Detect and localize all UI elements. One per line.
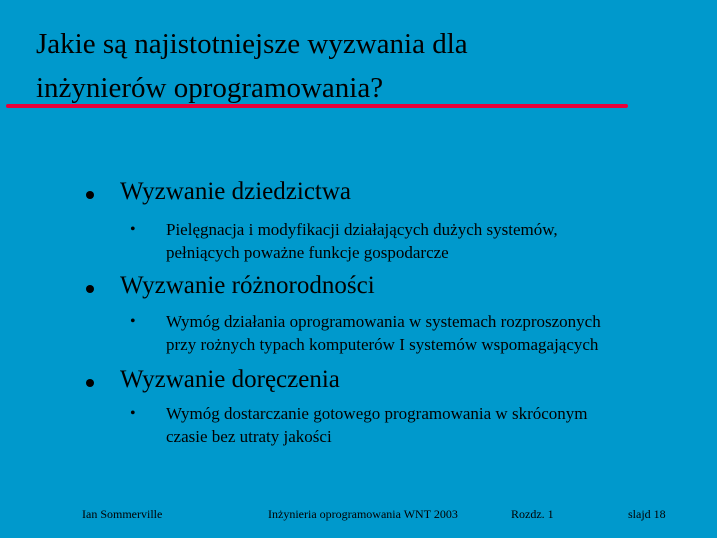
bullet-heading-1: Wyzwanie dziedzictwa xyxy=(120,178,352,205)
bullet-dot-icon xyxy=(86,191,94,199)
footer-slide-number: slajd 18 xyxy=(628,507,666,521)
sub-bullet-text-3-line-2: czasie bez utraty jakości xyxy=(166,427,332,446)
sub-bullet-text-3-line-1: Wymóg dostarczanie gotowego programowania w skróconym xyxy=(166,404,588,423)
bullet-dot-icon xyxy=(86,285,94,293)
slide-title-line-2: inżynierów oprogramowania? xyxy=(36,72,384,104)
sub-bullet-icon: • xyxy=(130,221,136,238)
bullet-dot-icon xyxy=(86,379,94,387)
sub-bullet-icon: • xyxy=(130,313,136,330)
sub-bullet-text-1-line-2: pełniących poważne funkcje gospodarcze xyxy=(166,243,449,262)
slide-title-line-1: Jakie są najistotniejsze wyzwania dla xyxy=(36,28,468,60)
sub-bullet-text-1 xyxy=(166,218,696,264)
bullet-heading-3: Wyzwanie doręczenia xyxy=(120,366,340,393)
sub-bullet-text-3 xyxy=(166,402,696,448)
bullet-heading-2: Wyzwanie różnorodności xyxy=(120,272,375,299)
slide-title xyxy=(36,22,676,110)
sub-bullet-icon: • xyxy=(130,405,136,422)
sub-bullet-text-2-line-1: Wymóg działania oprogramowania w systemach rozproszonych xyxy=(166,312,601,331)
footer-course: Inżynieria oprogramowania WNT 2003 xyxy=(268,507,458,521)
sub-bullet-text-2 xyxy=(166,310,696,356)
title-underline xyxy=(6,104,628,108)
footer-chapter: Rozdz. 1 xyxy=(511,507,554,521)
footer-author: Ian Sommerville xyxy=(82,507,163,521)
sub-bullet-text-1-line-1: Pielęgnacja i modyfikacji działających dużych systemów, xyxy=(166,220,558,239)
sub-bullet-text-2-line-2: przy rożnych typach komputerów I systemów wspomagających xyxy=(166,335,599,354)
